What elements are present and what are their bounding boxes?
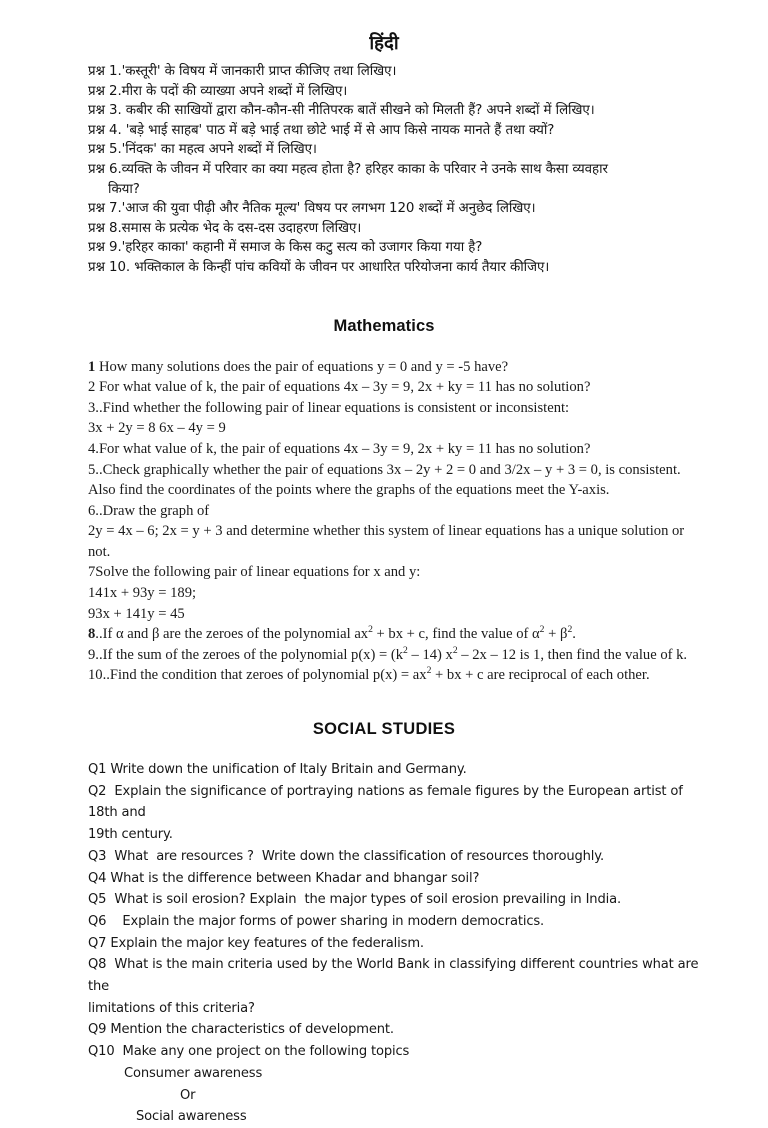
hindi-question: प्रश्न 2.मीरा के पदों की व्याख्या अपने शब्दों में लिखिए। xyxy=(88,83,348,99)
ss-project-option: Consumer awareness xyxy=(124,1065,263,1081)
ss-question: Q1 Write down the unification of Italy Britain and Germany. xyxy=(88,762,467,778)
hindi-question: प्रश्न 9.'हरिहर काका' कहानी में समाज के किस कटु सत्य को उजागर किया गया है? xyxy=(88,240,483,256)
hindi-question: प्रश्न 6.व्यक्ति के जीवन में परिवार का क्या महत्व होता है? हरिहर काका के परिवार ने उनके साथ कैसा व्यवहार xyxy=(88,161,608,177)
section-mathematics xyxy=(0,317,768,687)
ss-project-option: Social awareness xyxy=(136,1109,247,1125)
math-question-continuation: Also find the coordinates of the points where the graphs of the equations meet the Y-axis. xyxy=(88,482,610,499)
math-question: 10..Find the condition that zeroes of polynomial $p(x) = ax^2$ + bx + c are reciprocal of each other. xyxy=(88,665,650,684)
hindi-question: प्रश्न 7.'आज की युवा पीढ़ी और नैतिक मूल्य' विषय पर लगभग 120 शब्दों में अनुछेद लिखिए। xyxy=(88,201,536,217)
section-social-studies xyxy=(0,720,768,1128)
ss-question: Q10 Make any one project on the following topics xyxy=(88,1044,410,1060)
hindi-question: प्रश्न 10. भक्तिकाल के किन्हीं पांच कवियों के जीवन पर आधारित परियोजना कार्य तैयार कीजिए। xyxy=(88,259,550,275)
ss-question: Q3 What are resources ? Write down the classification of resources thoroughly. xyxy=(88,848,605,864)
ss-question: Q7 Explain the major key features of the federalism. xyxy=(88,935,424,951)
ss-question: Q2 Explain the significance of portraying nations as female figures by the European artist of 18th and xyxy=(88,783,687,821)
page-title-hindi: हिंदी xyxy=(369,33,399,54)
ss-question-continuation: 19th century. xyxy=(88,827,173,843)
hindi-question: प्रश्न 4. 'बड़े भाई साहब' पाठ में बड़े भाई तथा छोटे भाई में से आप किसे नायक मानते हैं तथा क्यों? xyxy=(88,122,555,138)
hindi-question: प्रश्न 1.'कस्तूरी' के विषय में जानकारी प्राप्त कीजिए तथा लिखिए। xyxy=(88,64,397,79)
ss-question: Q4 What is the difference between Khadar and bhangar soil? xyxy=(88,870,480,886)
hindi-question-list xyxy=(0,62,768,278)
hindi-question-continuation: किया? xyxy=(108,181,140,197)
math-question: 7Solve the following pair of linear equations for x and y: xyxy=(88,564,421,581)
math-question: 8..If α and β are the zeroes of the polynomial $ax^2$ + bx + c, find the value of $\alpha^2 + \beta^2$. xyxy=(88,624,576,643)
math-question: 2 For what value of k, the pair of equations 4x – 3y = 9, 2x + ky = 11 has no solution? xyxy=(88,379,591,396)
ss-question: Q6 Explain the major forms of power sharing in modern democratics. xyxy=(88,913,545,929)
hindi-question: प्रश्न 3. कबीर की साखियों द्वारा कौन-कौन-सी नीतिपरक बातें सीखने को मिलती हैं? अपने शब्दों में लिखिए। xyxy=(88,103,595,119)
ss-question-continuation: limitations of this criteria? xyxy=(88,1000,255,1016)
section-hindi xyxy=(0,0,768,278)
ss-project-separator: Or xyxy=(180,1087,196,1103)
hindi-question: प्रश्न 5.'निंदक' का महत्व अपने शब्दों में लिखिए। xyxy=(88,142,317,158)
math-question: 1 How many solutions does the pair of equations y = 0 and y = -5 have? xyxy=(88,358,509,375)
math-question-list xyxy=(0,357,768,687)
math-equation: 141x + 93y = 189; xyxy=(88,585,197,602)
section-heading-social-studies: SOCIAL STUDIES xyxy=(312,720,456,739)
ss-question: Q5 What is soil erosion? Explain the major types of soil erosion prevailing in India. xyxy=(88,892,621,908)
section-heading-mathematics: Mathematics xyxy=(333,316,435,335)
math-question-continuation: not. xyxy=(88,543,111,560)
math-equation: 3x + 2y = 8 6x – 4y = 9 xyxy=(88,420,226,437)
math-question: 9..If the sum of the zeroes of the polynomial $p(x) = (k^2 - 14)$ $x^2 - 2x - 12$ is 1, then find the value of k. xyxy=(88,644,688,663)
math-question: 6..Draw the graph of xyxy=(88,502,210,519)
social-studies-question-list xyxy=(0,759,768,1128)
math-equation: 2y = 4x – 6; 2x = y + 3 and determine whether this system of linear equations has a unique solution or xyxy=(88,523,685,540)
math-question: 4.For what value of k, the pair of equations 4x – 3y = 9, 2x + ky = 11 has no solution? xyxy=(88,440,591,457)
math-question: 5..Check graphically whether the pair of equations 3x – 2y + 2 = 0 and 3/2x – y + 3 = 0, is consistent. xyxy=(88,461,681,478)
hindi-question: प्रश्न 8.समास के प्रत्येक भेद के दस-दस उदाहरण लिखिए। xyxy=(88,220,362,236)
ss-question: Q9 Mention the characteristics of development. xyxy=(88,1022,394,1038)
math-equation: 93x + 141y = 45 xyxy=(88,605,185,622)
math-question: 3..Find whether the following pair of linear equations is consistent or inconsistent: xyxy=(88,399,570,416)
ss-question: Q8 What is the main criteria used by the World Bank in classifying different countries what are the xyxy=(88,957,703,995)
